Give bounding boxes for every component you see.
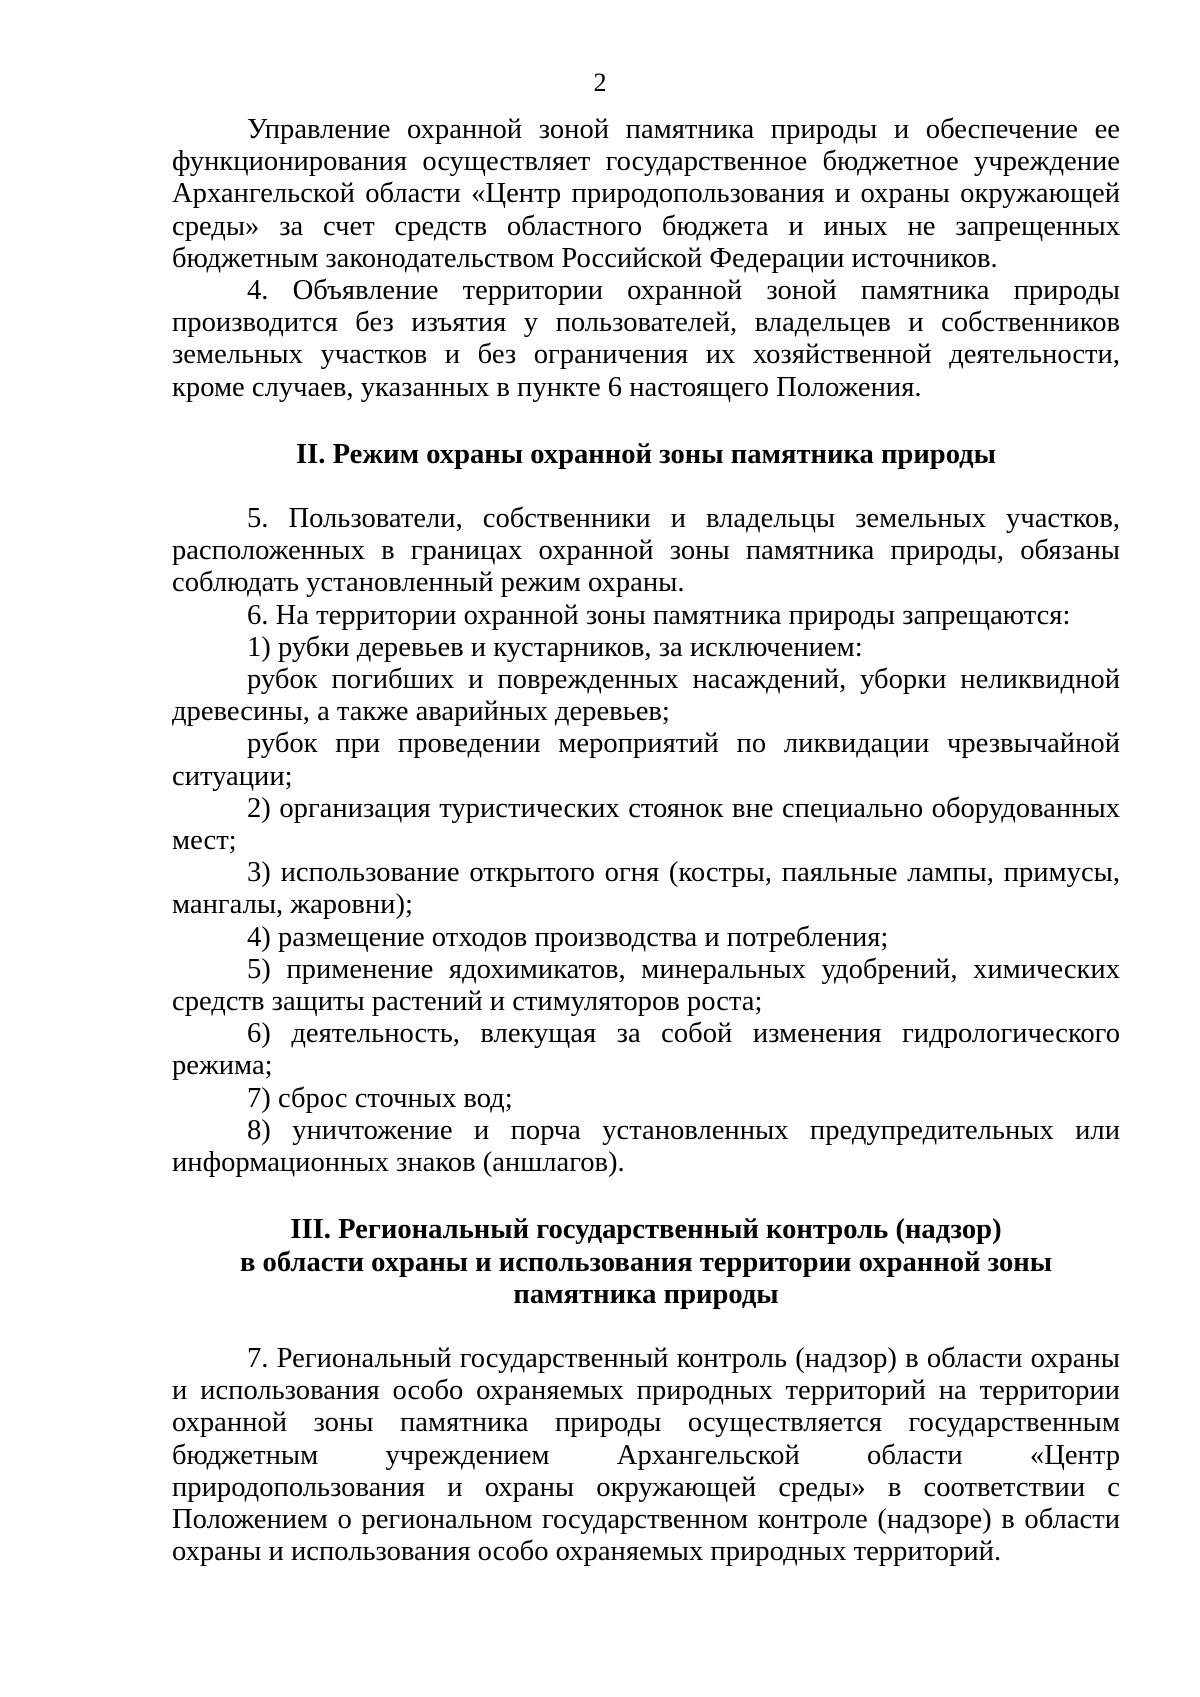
list-subitem-1a: рубок погибших и поврежденных насаждений, уборки неликвидной древесины, а также аварийных деревьев; xyxy=(172,664,1120,728)
paragraph-management: Управление охранной зоной памятника природы и обеспечение ее функционирования осуществляет государственное бюджетное учреждение Архангельской области «Центр природопользования и охраны окружающей среды» за счет средств областного бюджета и иных не запрещенных бюджетным законодательством Российской Федерации источников. xyxy=(172,114,1120,274)
document-body xyxy=(172,114,1120,1568)
list-item-8: 8) уничтожение и порча установленных предупредительных или информационных знаков (аншлагов). xyxy=(172,1114,1120,1179)
list-subitem-1b: рубок при проведении мероприятий по ликвидации чрезвычайной ситуации; xyxy=(172,728,1120,792)
list-item-2: 2) организация туристических стоянок вне специально оборудованных мест; xyxy=(172,792,1120,857)
section-3-heading-line-2: в области охраны и использования территории охранной зоны xyxy=(239,1246,1053,1278)
paragraph-7: 7. Региональный государственный контроль (надзор) в области охраны и использования особо охраняемых природных территорий на территории охранной зоны памятника природы осуществляется государственным бюджетным учреждением Архангельской области «Центр природопользования и охраны окружающей среды» в соответствии с Положением о региональном государственном контроле (надзоре) в области охраны и использования особо охраняемых природных территорий. xyxy=(172,1342,1120,1568)
page-number: 2 xyxy=(593,68,607,97)
section-3-heading xyxy=(172,1214,1120,1311)
section-2-heading: II. Режим охраны охранной зоны памятника природы xyxy=(296,438,996,470)
section-3-heading-line-1: III. Региональный государственный контроль (надзор) xyxy=(290,1214,1002,1246)
paragraph-5: 5. Пользователи, собственники и владельцы земельных участков, расположенных в границах охранной зоны памятника природы, обязаны соблюдать установленный режим охраны. xyxy=(172,503,1120,599)
list-item-7: 7) сброс сточных вод; xyxy=(247,1082,513,1114)
list-item-1: 1) рубки деревьев и кустарников, за исключением: xyxy=(247,631,863,663)
list-item-3: 3) использование открытого огня (костры, паяльные лампы, примусы, мангалы, жаровни); xyxy=(172,857,1120,921)
paragraph-6: 6. На территории охранной зоны памятника природы запрещаются: xyxy=(247,599,1071,631)
section-3-heading-line-3: памятника природы xyxy=(513,1278,779,1310)
list-item-6: 6) деятельность, влекущая за собой изменения гидрологического режима; xyxy=(172,1018,1120,1082)
list-item-5: 5) применение ядохимикатов, минеральных удобрений, химических средств защиты растений и стимуляторов роста; xyxy=(172,953,1120,1018)
list-item-4: 4) размещение отходов производства и потребления; xyxy=(247,921,889,953)
paragraph-4: 4. Объявление территории охранной зоной памятника природы производится без изъятия у пользователей, владельцев и собственников земельных участков и без ограничения их хозяйственной деятельности, кроме случаев, указанных в пункте 6 настоящего Положения. xyxy=(172,275,1120,403)
